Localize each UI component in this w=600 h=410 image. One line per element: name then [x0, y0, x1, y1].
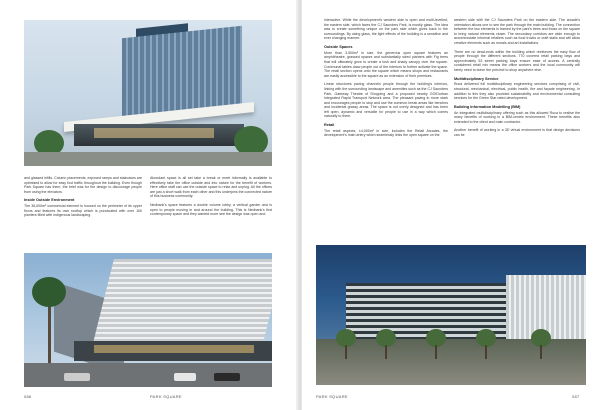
section-heading: Retail	[324, 123, 335, 128]
section-heading: Building Information Modelling (BIM)	[454, 104, 521, 109]
body-paragraph: An integrated multidisciplinary offering such as this allowed Ruca to realise the many benefits of working in a BIM-centric environment. These benefits also extended to the client and main contractor.	[454, 110, 580, 124]
body-paragraph: There are no dead-ends within the building which reinforces the easy flow of people through the different sections. 770 covered retail parking bays and approximately 53 street parking bays ensure ease of access. A centrally considered retail mix means the office workers and the local community will rarely need to leave the precinct to shop anywhere else.	[454, 49, 580, 72]
body-paragraph: interactive. While the development's western side is open and multi-levelled, the eastern side, which faces the CJ Saunders Park, is mostly glass. The idea was to create something unique on the park side which gives back to the surroundings. By using glass, the light effects of the building is a sensitive and ever changing manner.	[324, 18, 448, 41]
section-heading: Inside Outside Environment	[24, 198, 75, 203]
left-column-2	[150, 176, 272, 221]
body-paragraph: Linear structures paving channels people through the building's interiors, linking with the surrounding landscape and amenities such as the CJ Saunders Park, Gateway Theatre of Shopping and a proposed nearby GO!Durban Integrated Rapid Transport Network area. The pleasant paving in more stark and encourages people to stop and use the common break areas like benches and incidental grassy areas. The space is not overly designed and has been left open, dynamic and versatile for people to use in a way which comes naturally to them.	[324, 82, 448, 119]
courtyard-photo	[316, 245, 586, 385]
left-page	[0, 0, 298, 410]
body-paragraph: western side with the CJ Saunders Park on the eastern side. The arcade's orientation allows one to see the park through the main building. The connection between the two elements is framed by the park's trees and those on the square to bring natural elements closer. The secondary corridors are wide enough to accommodate informal retailers such as food trucks or craft stalls and will allow creative elements such as murals and art installations.	[454, 18, 580, 45]
body-paragraph: Abundant space is all set take a break or meet informally is available to effectively take the office outside and into nature for the benefit of workers. Here office staff can use the outside space to relax and unplug. All the offices are just a short walk from each other and this underpins the connected nature of this business community.	[150, 176, 272, 199]
right-column-2	[454, 18, 580, 141]
page-number: 087	[572, 394, 580, 399]
body-paragraph: and glassed infills. Column placements, exposed ramps and staircases are optimised to allow for easy foot traffic throughout the building. Even though Park Square has them, the brief was for the design to discourage people from using the elevators.	[24, 176, 142, 194]
right-column-1	[324, 18, 448, 142]
left-column-1	[24, 176, 142, 222]
body-paragraph: More than 3,500m² in size, the generous open square features an amphitheatre, grassed spaces and substantially sized planters with Fig trees that will ultimately grow to create a lush and shady canopy over the square. Communal tables draw people out of the interiors to further activate the space. The retail section opens onto the square which means shops and restaurants are easily accessible to the square as an extension of their premises.	[324, 50, 448, 78]
section-heading: Multidisciplinary Service	[454, 76, 499, 81]
body-paragraph: The retail aspects, ±4,000m² in size, includes the Retail Arcades, the development's main artery which seamlessly links the open square on the	[324, 128, 448, 138]
building-canopy-photo	[24, 20, 272, 166]
body-paragraph: The 36,000m² commercial element is housed on the perimeter of its upper floors and features its own rooftop which is punctuated with over 100 planters filled with indigenous landscaping.	[24, 204, 142, 218]
right-page	[302, 0, 600, 410]
body-paragraph: Nedbank's space features a double volume lobby, a vertical garden and is open to people moving in and around the building. This is Nedbank's first contemporary space and they wanted more see the design was open and	[150, 202, 272, 217]
running-title: PARK SQUARE	[316, 394, 348, 399]
running-title: PARK SQUARE	[150, 394, 182, 399]
section-heading: Outside Spaces	[324, 44, 353, 49]
body-paragraph: Ruca delivered full multidisciplinary engineering services comprising of civil, structural, mechanical, electrical, public health, fire and façade engineering. In addition to this they also provided sustainability and environmental consulting services for the Green Star rated development.	[454, 82, 580, 101]
page-number: 086	[24, 394, 32, 399]
body-paragraph: Another benefit of working in a 3D virtual environment is that design decisions can be	[454, 128, 580, 137]
street-view-photo	[24, 253, 272, 387]
